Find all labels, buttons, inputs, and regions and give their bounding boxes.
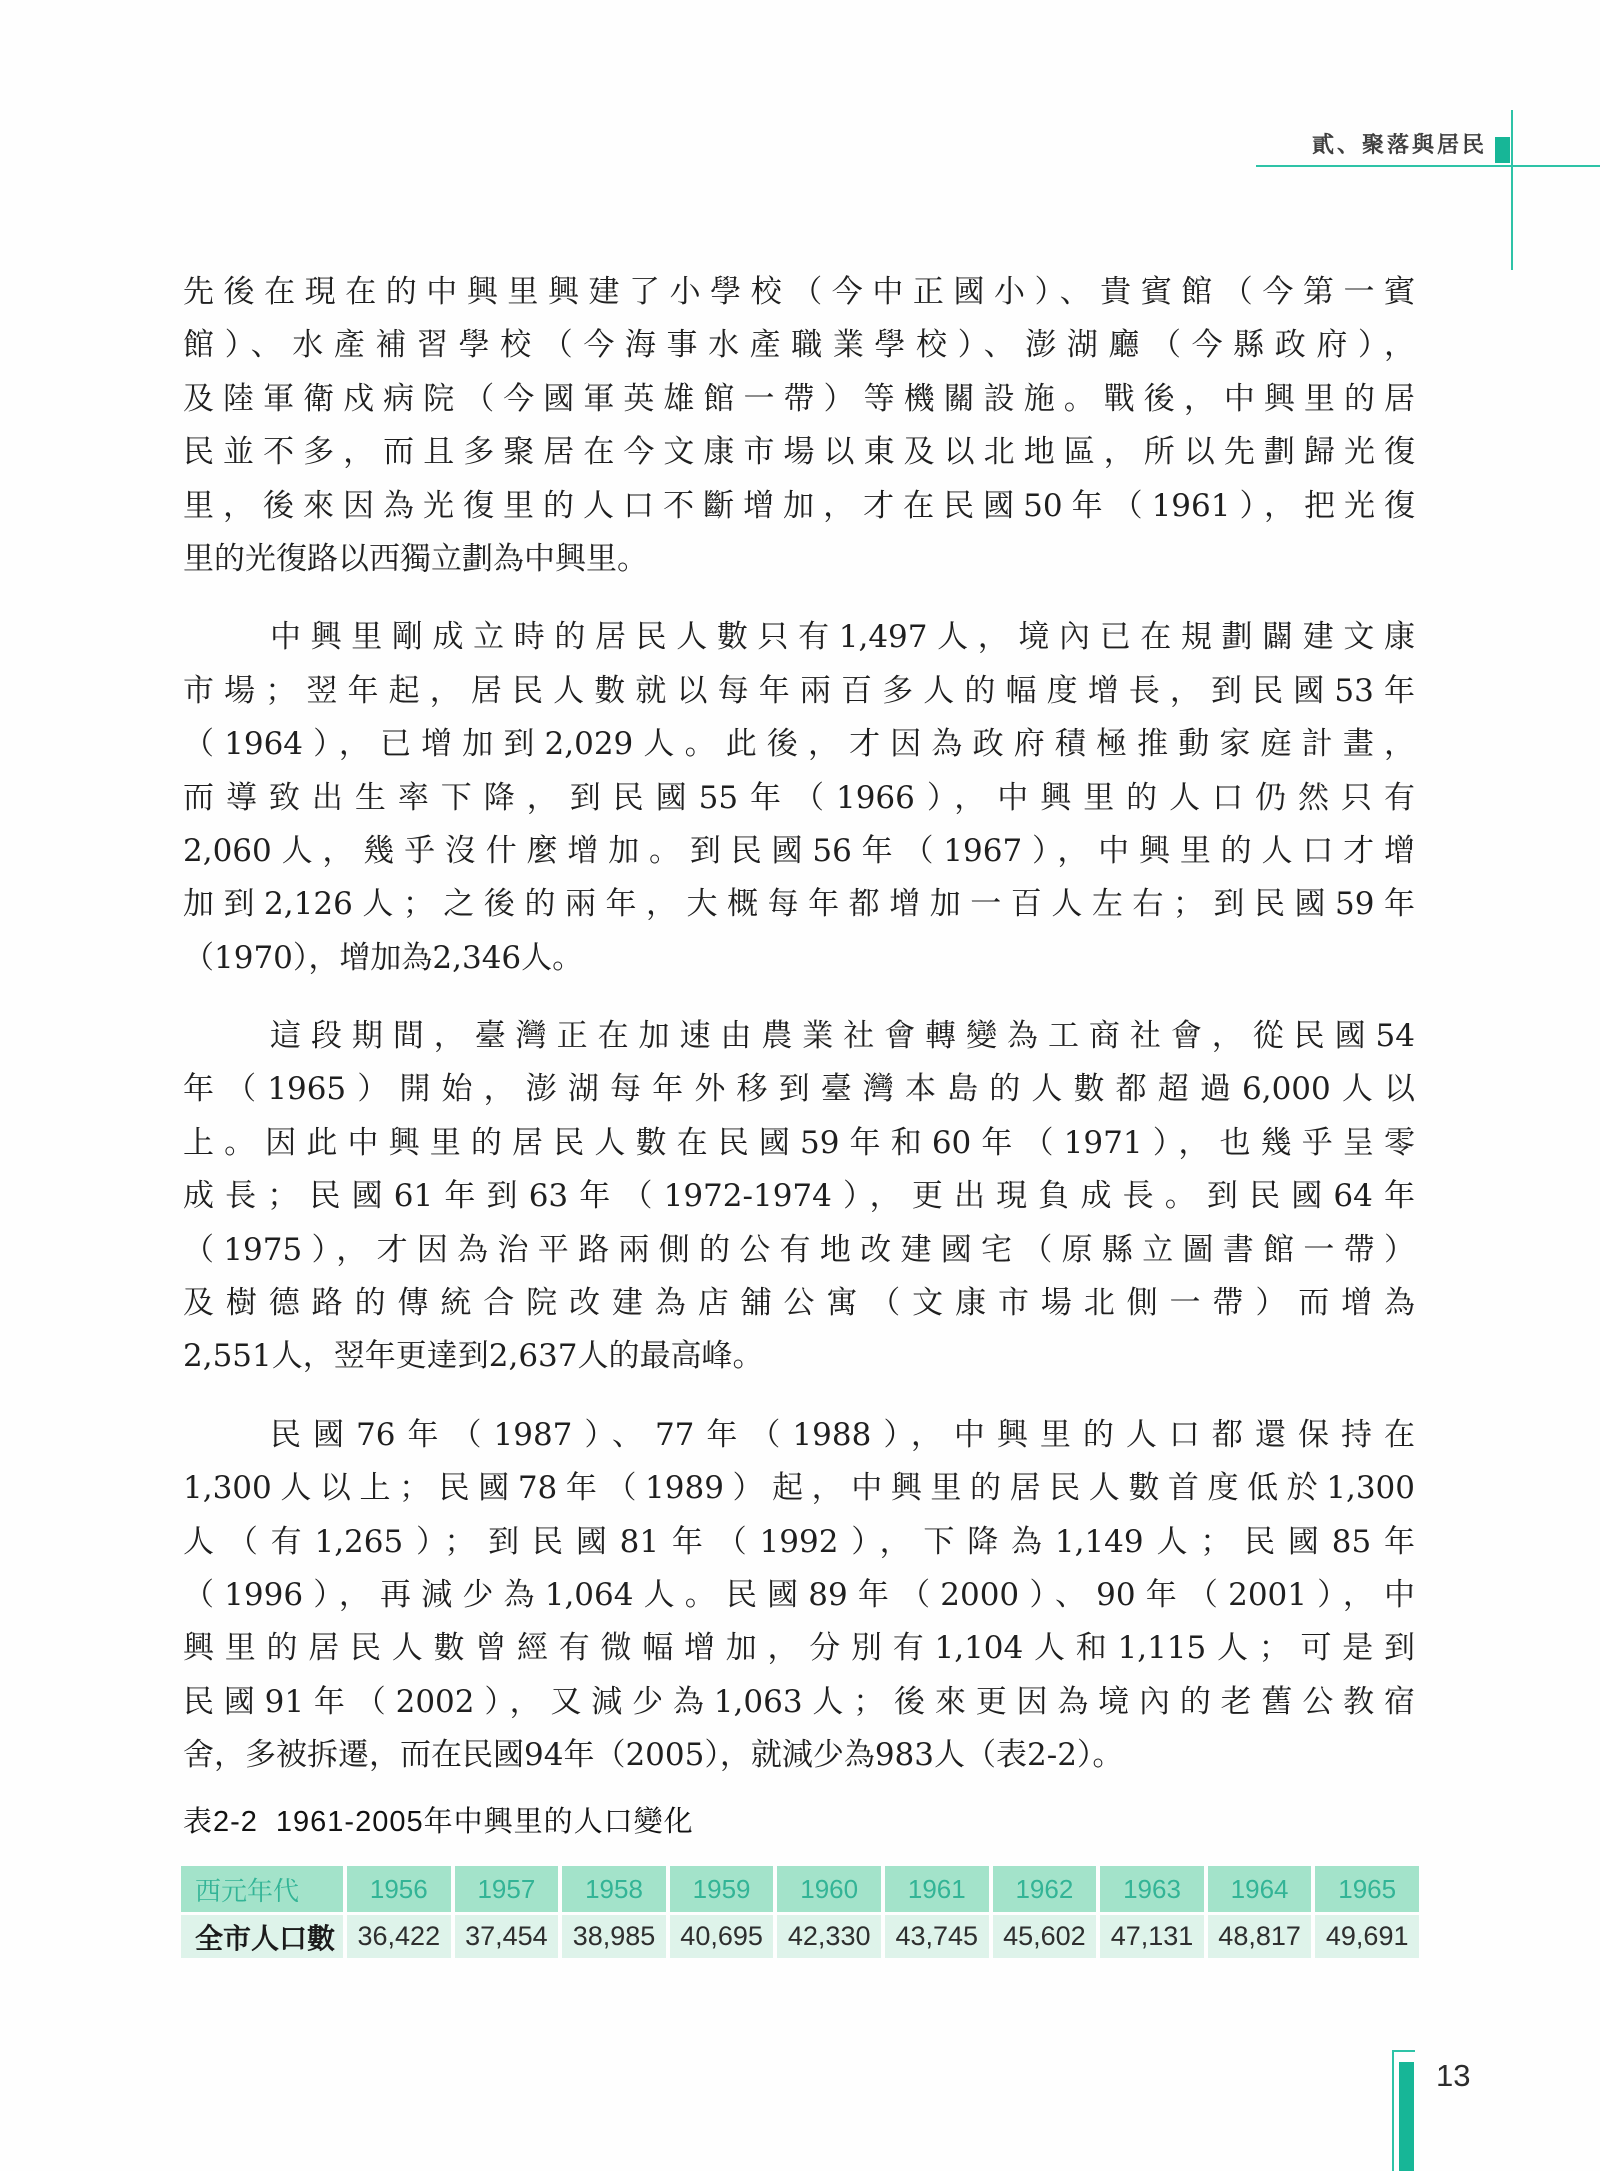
- body-text-line: （1975），才因為治平路兩側的公有地改建國宅（原縣立圖書館一帶）: [183, 1231, 1415, 1268]
- footer-accent-bar: [1399, 2062, 1414, 2171]
- body-text-line: 市場；翌年起，居民人數就以每年兩百多人的幅度增長，到民國53年: [183, 672, 1415, 709]
- table-population-value: 45,602: [993, 1915, 1097, 1958]
- paragraph: [183, 1010, 1415, 1384]
- table-header-year: 1965: [1315, 1866, 1419, 1912]
- body-text-line: 興里的居民人數曾經有微幅增加，分別有1,104人和1,115人；可是到: [183, 1630, 1415, 1667]
- table-caption-title: 1961-2005年中興里的人口變化: [275, 1806, 694, 1838]
- table-population-value: 49,691: [1315, 1915, 1419, 1958]
- table-population-value: 38,985: [562, 1915, 666, 1958]
- table-population-value: 43,745: [885, 1915, 989, 1958]
- footer-corner-rule-horizontal: [1392, 2050, 1415, 2052]
- paragraph: [183, 611, 1415, 985]
- table-caption: [183, 1799, 694, 1840]
- table-header-year: 1959: [670, 1866, 774, 1912]
- table-header-year: 1956: [347, 1866, 451, 1912]
- body-text-line: 先後在現在的中興里興建了小學校（今中正國小）、貴賓館（今第一賓: [183, 274, 1415, 310]
- body-text-line: 2,551人，翌年更達到2,637人的最高峰。: [183, 1338, 764, 1375]
- header-horizontal-rule: [1256, 165, 1600, 167]
- table-population-value: 36,422: [347, 1915, 451, 1958]
- body-text: [183, 266, 1415, 1783]
- table-header-year: 1964: [1208, 1866, 1312, 1912]
- table-population-value: 40,695: [670, 1915, 774, 1958]
- footer-corner-rule-vertical: [1392, 2050, 1394, 2171]
- body-text-line: 成長；民國61年到63年（1972-1974），更出現負成長。到民國64年: [183, 1178, 1415, 1215]
- table-header-year: 1963: [1100, 1866, 1204, 1912]
- paragraph: [183, 1409, 1415, 1783]
- body-text-line: 人（有1,265）；到民國81年（1992），下降為1,149人；民國85年: [183, 1523, 1415, 1560]
- body-text-line: （1996），再減少為1,064人。民國89年（2000）、90年（2001），中: [183, 1576, 1415, 1613]
- body-text-line: 2,060人，幾乎沒什麼增加。到民國56年（1967），中興里的人口才增: [183, 832, 1415, 869]
- table-header-year: 1957: [455, 1866, 559, 1912]
- table-row-label: 全市人口數: [181, 1915, 343, 1958]
- body-text-line: 民國91年（2002），又減少為1,063人；後來更因為境內的老舊公教宿: [183, 1683, 1415, 1720]
- table-header-year: 1958: [562, 1866, 666, 1912]
- table-header-year: 1962: [993, 1866, 1097, 1912]
- body-text-line: 舍，多被拆遷，而在民國94年（2005），就減少為983人（表2-2）。: [183, 1737, 1124, 1774]
- body-text-line: 中興里剛成立時的居民人數只有1,497人，境內已在規劃闢建文康: [270, 619, 1415, 656]
- body-text-line: 里，後來因為光復里的人口不斷增加，才在民國50年（1961），把光復: [183, 487, 1415, 524]
- table-caption-label: 表2-2: [183, 1806, 258, 1838]
- page-number: 13: [1436, 2058, 1471, 2093]
- table-population-value: 42,330: [777, 1915, 881, 1958]
- body-text-line: 加到2,126人；之後的兩年，大概每年都增加一百人左右；到民國59年: [183, 886, 1415, 923]
- body-text-line: 而導致出生率下降，到民國55年（1966），中興里的人口仍然只有: [183, 779, 1415, 816]
- table-header-row-label: 西元年代: [181, 1866, 343, 1912]
- body-text-line: 1,300人以上；民國78年（1989）起，中興里的居民人數首度低於1,300: [183, 1470, 1415, 1507]
- table-population-value: 37,454: [455, 1915, 559, 1958]
- body-text-line: （1970），增加為2,346人。: [183, 939, 584, 976]
- body-text-line: 及陸軍衛戍病院（今國軍英雄館一帶）等機關設施。戰後，中興里的居: [183, 380, 1415, 417]
- body-text-line: 民並不多，而且多聚居在今文康市場以東及以北地區，所以先劃歸光復: [183, 434, 1415, 471]
- body-text-line: （1964），已增加到2,029人。此後，才因為政府積極推動家庭計畫，: [183, 726, 1415, 763]
- header-vertical-rule: [1511, 110, 1513, 270]
- body-text-line: 上。因此中興里的居民人數在民國59年和60年（1971），也幾乎呈零: [183, 1124, 1415, 1161]
- body-text-line: 年（1965）開始，澎湖每年外移到臺灣本島的人數都超過6,000人以: [183, 1071, 1415, 1108]
- population-table: [181, 1866, 1419, 1958]
- header-accent-square: [1495, 137, 1510, 163]
- table-population-value: 47,131: [1100, 1915, 1204, 1958]
- body-text-line: 里的光復路以西獨立劃為中興里。: [183, 540, 648, 577]
- body-text-line: 及樹德路的傳統合院改建為店舖公寓（文康市場北側一帶）而增為: [183, 1285, 1415, 1322]
- body-text-line: 民國76年（1987）、77年（1988），中興里的人口都還保持在: [270, 1416, 1415, 1453]
- table-header-year: 1960: [777, 1866, 881, 1912]
- body-text-line: 這段期間，臺灣正在加速由農業社會轉變為工商社會，從民國54: [270, 1018, 1415, 1055]
- table-header-year: 1961: [885, 1866, 989, 1912]
- body-text-line: 館）、水產補習學校（今海事水產職業學校）、澎湖廳（今縣政府），: [183, 327, 1415, 364]
- table-population-value: 48,817: [1208, 1915, 1312, 1958]
- paragraph: [183, 266, 1415, 586]
- chapter-title: 貳、聚落與居民: [1311, 132, 1487, 158]
